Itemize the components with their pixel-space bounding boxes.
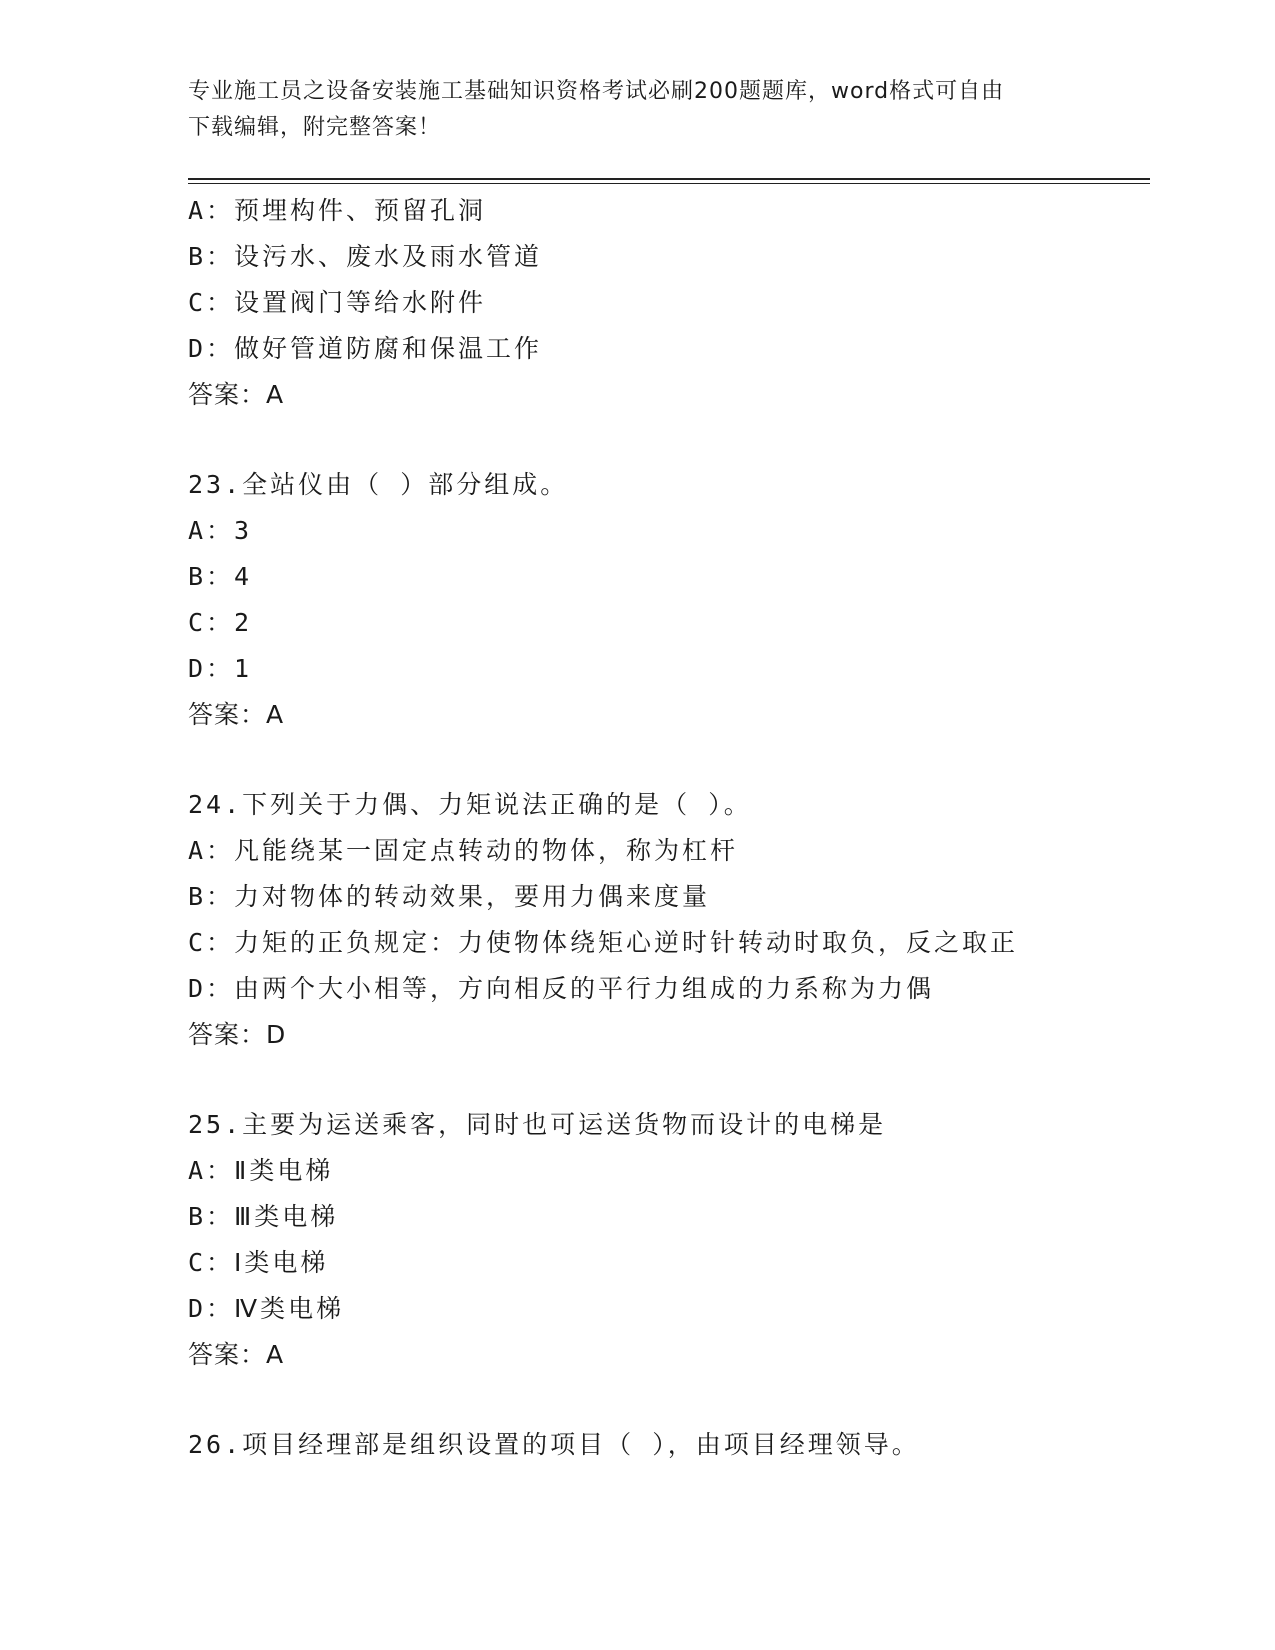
option-a: A：凡能绕某一固定点转动的物体，称为杠杆 xyxy=(188,836,739,865)
spacer xyxy=(188,1378,1150,1422)
spacer xyxy=(188,738,1150,782)
option-c: C：设置阀门等给水附件 xyxy=(188,288,487,317)
option-a: A：3 xyxy=(188,516,253,545)
option-d: D：做好管道防腐和保温工作 xyxy=(188,334,543,363)
option-a: A：预埋构件、预留孔洞 xyxy=(188,196,487,225)
question-block-22 xyxy=(188,188,1150,418)
question-block-24 xyxy=(188,782,1150,1058)
option-c: C：力矩的正负规定：力使物体绕矩心逆时针转动时取负，反之取正 xyxy=(188,928,1019,957)
header-divider-thin xyxy=(188,183,1150,184)
spacer xyxy=(188,418,1150,462)
question-text: 24.下列关于力偶、力矩说法正确的是（ ）。 xyxy=(188,790,752,819)
question-block-23 xyxy=(188,462,1150,738)
spacer xyxy=(188,1058,1150,1102)
option-b: B：4 xyxy=(188,562,253,591)
question-text: 26.项目经理部是组织设置的项目（ ），由项目经理领导。 xyxy=(188,1430,920,1459)
document-header xyxy=(188,74,1068,146)
answer-line: 答案：D xyxy=(188,1020,287,1049)
option-a: A：Ⅱ类电梯 xyxy=(188,1156,334,1185)
answer-line: 答案：A xyxy=(188,700,285,729)
header-line-2: 下载编辑，附完整答案！ xyxy=(188,115,442,140)
option-c: C：Ⅰ类电梯 xyxy=(188,1248,329,1277)
option-d: D：1 xyxy=(188,654,253,683)
question-list xyxy=(188,188,1150,1468)
header-line-1: 专业施工员之设备安装施工基础知识资格考试必刷200题题库，word格式可自由 xyxy=(188,79,1005,104)
answer-line: 答案：A xyxy=(188,1340,285,1369)
answer-line: 答案：A xyxy=(188,380,285,409)
option-c: C：2 xyxy=(188,608,253,637)
question-block-25 xyxy=(188,1102,1150,1378)
option-b: B：设污水、废水及雨水管道 xyxy=(188,242,543,271)
option-b: B：力对物体的转动效果，要用力偶来度量 xyxy=(188,882,711,911)
option-d: D：由两个大小相等，方向相反的平行力组成的力系称为力偶 xyxy=(188,974,935,1003)
option-b: B：Ⅲ类电梯 xyxy=(188,1202,339,1231)
option-d: D：Ⅳ类电梯 xyxy=(188,1294,345,1323)
header-divider-thick xyxy=(188,178,1150,180)
question-text: 23.全站仪由（ ）部分组成。 xyxy=(188,470,569,499)
question-text: 25.主要为运送乘客，同时也可运送货物而设计的电梯是 xyxy=(188,1110,887,1139)
question-block-26 xyxy=(188,1422,1150,1468)
